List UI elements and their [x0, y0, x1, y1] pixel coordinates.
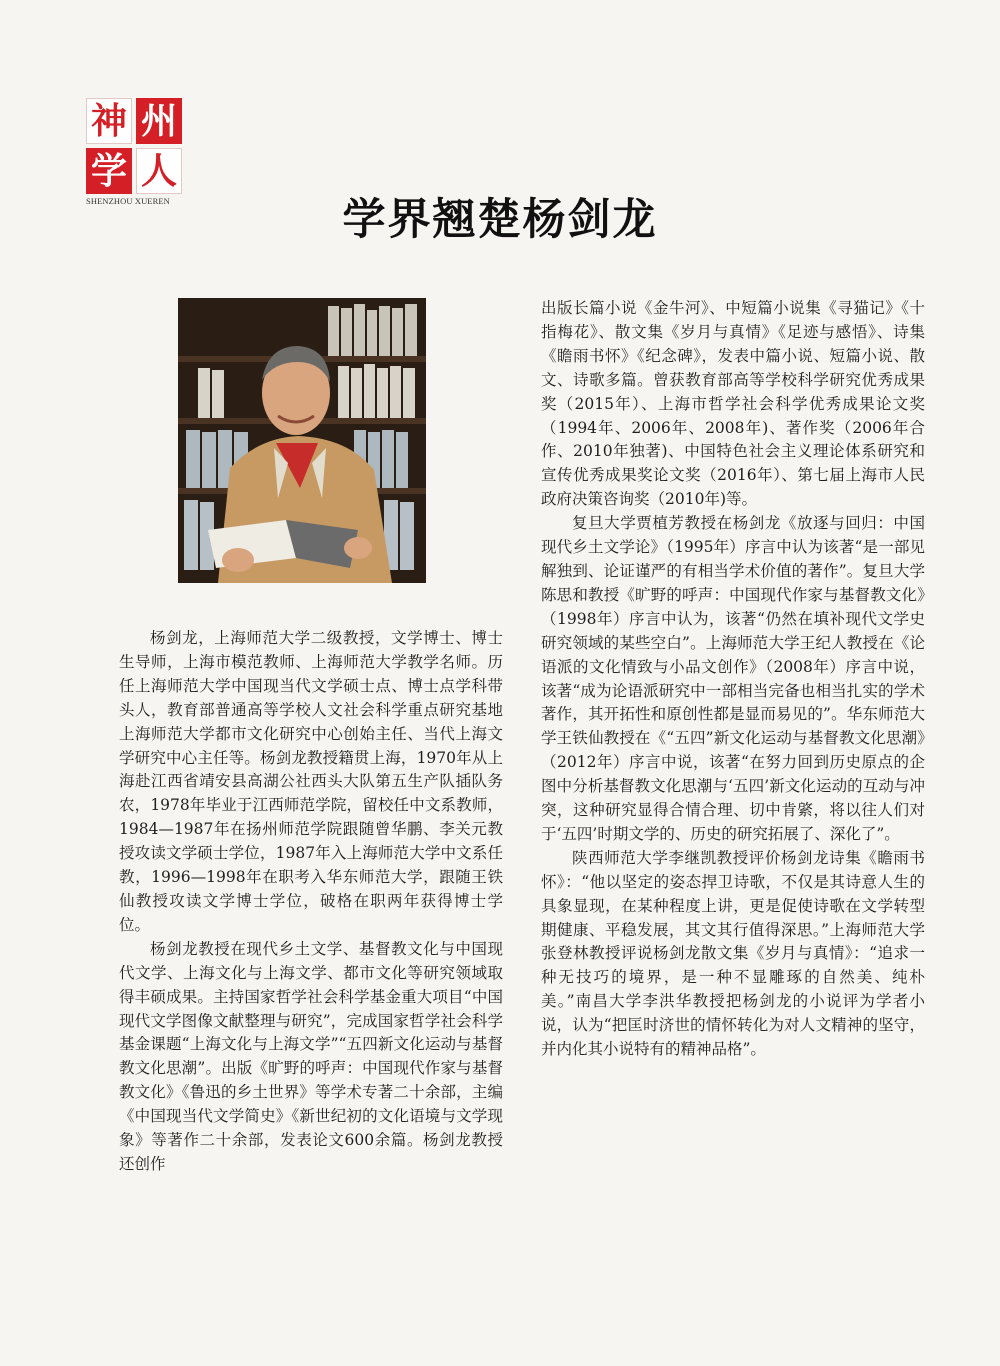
logo-char-ren: 人 [136, 148, 182, 194]
article-column-right [541, 297, 925, 1062]
article-column-left [119, 627, 503, 1177]
logo-char-xue: 学 [86, 148, 132, 194]
logo-subtitle: SHENZHOU XUEREN [86, 196, 170, 206]
paragraph-scholar-reviews: 复旦大学贾植芳教授在杨剑龙《放逐与回归：中国现代乡土文学论》（1995年）序言中认为该著“是一部见解独到、论证谨严的有相当学术价值的著作”。复旦大学陈思和教授《旷野的呼声：中国现代作家与基督教文化》（1998年）序言中认为，该著“仍然在填补现代文学史研究领域的某些空白”。上海师范大学王纪人教授在《论语派的文化情致与小品文创作》（2008年）序言中说，该著“成为论语派研究中一部相当完备也相当扎实的学术著作，其开拓性和原创性都是显而易见的”。华东师范大学王铁仙教授在《“五四”新文化运动与基督教文化思潮》（2012年）序言中说，该著“在努力回到历史原点的企图中分析基督教文化思潮与‘五四’新文化运动的互动与冲突，这种研究显得合情合理、切中肯綮，将以往人们对于‘五四’时期文学的、历史的研究拓展了、深化了”。 [541, 514, 925, 843]
paragraph-biography: 杨剑龙，上海师范大学二级教授，文学博士、博士生导师，上海市模范教师、上海师范大学教学名师。历任上海师范大学中国现当代文学硕士点、博士点学科带头人，教育部普通高等学校人文社会科学重点研究基地上海师范大学都市文化研究中心创始主任、当代上海文学研究中心主任等。杨剑龙教授籍贯上海，1970年从上海赴江西省靖安县高湖公社西头大队第五生产队插队务农，1978年毕业于江西师范学院，留校任中文系教师，1984—1987年在扬州师范学院跟随曾华鹏、李关元教授攻读文学硕士学位，1987年入上海师范大学中文系任教，1996—1998年在职考入华东师范大学，跟随王铁仙教授攻读文学博士学位，破格在职两年获得博士学位。 [119, 629, 503, 934]
logo-grid [86, 98, 182, 194]
paragraph-literary-reviews: 陕西师范大学李继凯教授评价杨剑龙诗集《瞻雨书怀》：“他以坚定的姿态捍卫诗歌，不仅是其诗意人生的具象显现，在某种程度上讲，更是促使诗歌在文学转型期健康、平稳发展，其文其行值得深思。”上海师范大学张登林教授评说杨剑龙散文集《岁月与真情》：“追求一种无技巧的境界，是一种不显雕琢的自然美、纯朴美。”南昌大学李洪华教授把杨剑龙的小说评为学者小说，认为“把匡时济世的情怀转化为对人文精神的坚守，并内化其小说特有的精神品格”。 [541, 848, 925, 1059]
logo-char-zhou: 州 [136, 98, 182, 144]
paragraph-works-awards: 出版长篇小说《金牛河》、中短篇小说集《寻猫记》《十指梅花》、散文集《岁月与真情》《足迹与感悟》、诗集《瞻雨书怀》《纪念碑》，发表中篇小说、短篇小说、散文、诗歌多篇。曾获教育部高等学校科学研究优秀成果奖（2015年）、上海市哲学社会科学优秀成果论文奖（1994年、2006年、2008年)、著作奖（2006年合作、2010年独著)、中国特色社会主义理论体系研究和宣传优秀成果奖论文奖（2016年）、第七届上海市人民政府决策咨询奖（2010年)等。 [541, 299, 925, 509]
paragraph-research: 杨剑龙教授在现代乡土文学、基督教文化与中国现代文学、上海文化与上海文学、都市文化等研究领域取得丰硕成果。主持国家哲学社会科学基金重大项目“中国现代文学图像文献整理与研究”，完成国家哲学社会科学基金课题“上海文化与上海文学”“五四新文化运动与基督教文化思潮”。出版《旷野的呼声：中国现代作家与基督教文化》《鲁迅的乡土世界》等学术专著二十余部，主编《中国现当代文学简史》《新世纪初的文化语境与文学现象》等著作二十余部，发表论文600余篇。杨剑龙教授还创作 [119, 939, 503, 1173]
logo-char-shen: 神 [86, 98, 132, 144]
article-title: 学界翘楚杨剑龙 [342, 195, 658, 245]
portrait-illustration [178, 298, 426, 583]
portrait-photo [178, 298, 426, 583]
